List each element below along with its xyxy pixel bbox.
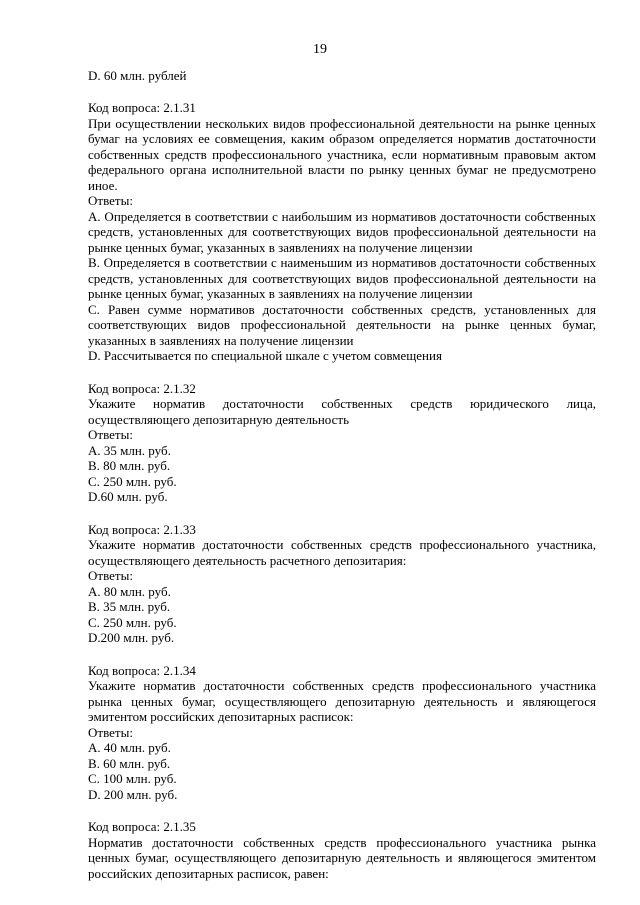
previous-answer: D. 60 млн. рублей (88, 67, 187, 83)
answer-option-line: B. 35 млн. руб. (88, 599, 171, 614)
question-text-line: федерального органа исполнительной власти по рынку ценных бумаг не предусмотрено (88, 162, 596, 177)
question-text-line: осуществляющего депозитарную деятельность (88, 411, 350, 427)
question-text-line: эмитентом российских депозитарных расписок: (88, 709, 354, 724)
answer-option-line: рынке ценных бумаг, указанных в заявлениях на получение лицензии (88, 239, 473, 255)
answer-option-line: указанных в заявлениях на получение лицензии (88, 332, 354, 348)
answer-option-line: соответствующих видов профессиональной деятельности на рынке ценных бумаг, (88, 317, 596, 332)
document-page (88, 42, 596, 881)
question-block (88, 100, 596, 364)
answer-option-line: D. 200 млн. руб. (88, 786, 178, 802)
answer-option-line: C. Равен сумме нормативов достаточности собственных средств, установленных для (88, 301, 596, 317)
answer-option-line: средств, установленных для соответствующих видов профессиональной деятельности на (88, 270, 596, 286)
answer-option-line: A. 35 млн. руб. (88, 442, 171, 458)
question-block (88, 663, 596, 803)
answer-option-line: рынке ценных бумаг, указанных в заявлениях на получение лицензии (88, 286, 473, 301)
question-text-line: иное. (88, 177, 118, 193)
answer-option-line: B. Определяется в соответствии с наименьшим из нормативов достаточности собственных (88, 255, 596, 270)
question-text-line: российских депозитарных расписок, равен: (88, 865, 329, 881)
question-text-line: При осуществлении нескольких видов профессиональной деятельности на рынке ценных (88, 115, 596, 131)
question-text-line: собственных средств профессионального участника, если нормативным правовым актом (88, 146, 596, 162)
question-block (88, 381, 596, 505)
question-block (88, 819, 596, 881)
question-code: Код вопроса: 2.1.33 (88, 521, 196, 537)
answers-label: Ответы: (88, 427, 133, 442)
question-code: Код вопроса: 2.1.32 (88, 380, 196, 396)
answers-label: Ответы: (88, 568, 133, 583)
question-block (88, 522, 596, 646)
question-text-line: Укажите норматив достаточности собственных средств профессионального участника, (88, 537, 596, 552)
answer-option-line: D.200 млн. руб. (88, 630, 175, 645)
question-text-line: Укажите норматив достаточности собственных средств юридического лица, (88, 396, 596, 411)
answer-option-line: A. 80 млн. руб. (88, 583, 171, 599)
answer-option-line: C. 250 млн. руб. (88, 614, 177, 630)
question-text-line: Укажите норматив достаточности собственных средств профессионального участника (88, 678, 596, 693)
answer-option-line: средств, установленных для соответствующих видов профессиональной деятельности на (88, 224, 596, 239)
question-text-line: бумаг на условиях ее совмещения, каким образом определяется норматив достаточности (88, 131, 596, 146)
page-number: 19 (313, 42, 327, 57)
answer-option-line: B. 80 млн. руб. (88, 458, 171, 473)
question-text-line: Норматив достаточности собственных средств профессионального участника рынка (88, 834, 596, 850)
answer-option-line: A. Определяется в соответствии с наибольшим из нормативов достаточности собственных (88, 208, 596, 224)
answer-option-line: A. 40 млн. руб. (88, 740, 171, 755)
question-code: Код вопроса: 2.1.34 (88, 662, 196, 678)
question-text-line: рынка ценных бумаг, осуществляющего депозитарную деятельность и являющегося (88, 693, 596, 709)
question-code: Код вопроса: 2.1.35 (88, 819, 196, 834)
question-text-line: ценных бумаг, осуществляющего депозитарную деятельность и являющегося эмитентом (88, 850, 596, 865)
answer-option-line: B. 60 млн. руб. (88, 755, 171, 771)
answer-option-line: C. 100 млн. руб. (88, 771, 177, 786)
answer-option-line: D. Рассчитывается по специальной шкале с учетом совмещения (88, 348, 442, 363)
question-text-line: осуществляющего деятельность расчетного депозитария: (88, 552, 407, 568)
answers-label: Ответы: (88, 193, 133, 208)
answer-option-line: D.60 млн. руб. (88, 489, 168, 504)
answer-option-line: C. 250 млн. руб. (88, 473, 177, 489)
questions-list (88, 100, 596, 881)
question-code: Код вопроса: 2.1.31 (88, 100, 196, 115)
answers-label: Ответы: (88, 724, 133, 740)
